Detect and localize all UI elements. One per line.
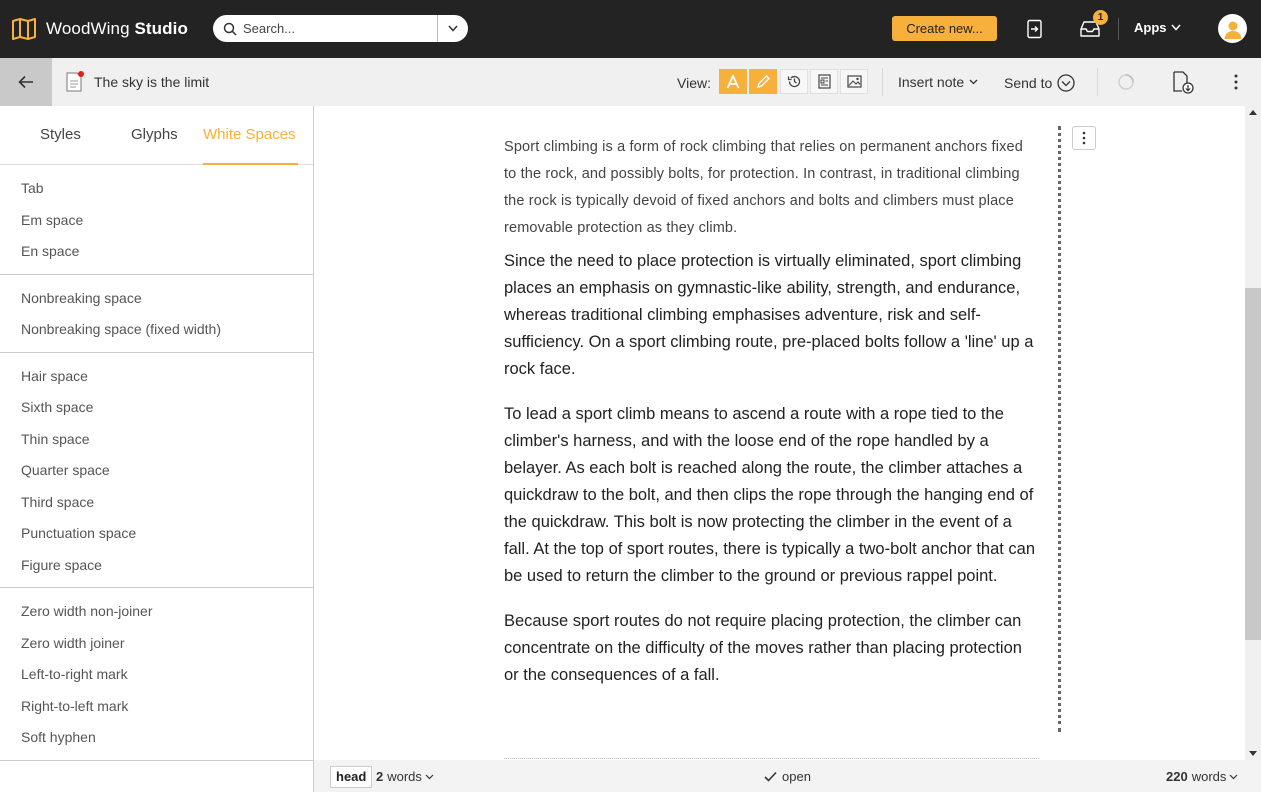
tab-glyphs[interactable]: Glyphs	[131, 126, 178, 143]
total-word-count-value: 220	[1166, 769, 1188, 784]
component-options-button[interactable]	[1072, 126, 1096, 150]
more-vertical-icon	[1234, 74, 1238, 90]
list-item[interactable]: Sixth space	[21, 399, 94, 415]
column-guide	[1058, 126, 1061, 732]
view-label: View:	[677, 75, 711, 91]
status-bar	[314, 760, 1261, 792]
active-tab-indicator	[203, 163, 298, 165]
list-item[interactable]: Left-to-right mark	[21, 666, 128, 682]
view-images-button[interactable]	[840, 69, 868, 94]
apps-label: Apps	[1134, 20, 1167, 35]
create-new-button[interactable]: Create new...	[892, 16, 997, 41]
notification-badge: 1	[1093, 10, 1108, 25]
list-item[interactable]: Nonbreaking space	[21, 289, 142, 306]
component-word-count-value: 2	[376, 769, 384, 784]
sign-in-button[interactable]	[1023, 17, 1047, 41]
component-tag[interactable]: head	[330, 766, 372, 788]
back-button[interactable]	[0, 58, 52, 106]
editor-scrollbar[interactable]	[1245, 106, 1261, 760]
map-logo-icon	[12, 18, 36, 40]
scroll-up-arrow-icon[interactable]	[1249, 110, 1257, 115]
search-icon	[223, 22, 237, 36]
list-item[interactable]: Hair space	[21, 367, 88, 384]
body-paragraph[interactable]: Because sport routes do not require placing protection, the climber can concentrate on the difficulty of the moves rather than placing protection or the consequences of a fall.	[504, 612, 1022, 684]
article-content[interactable]	[504, 134, 1039, 707]
text-format-icon	[726, 75, 740, 89]
white-spaces-panel	[0, 106, 314, 792]
chevron-down-icon	[1171, 24, 1181, 31]
spinner-icon	[1117, 73, 1135, 91]
view-layout-button[interactable]	[810, 69, 838, 94]
search-input[interactable]	[243, 21, 433, 36]
body-paragraph[interactable]: To lead a sport climb means to ascend a route with a rope tied to the climber's harness, and with the loose end of the rope handled by a belayer. As each bolt is reached along the route, the climber attaches a quickdraw to the bolt, and then clips the rope through the hanging end of the quickdraw. This bolt is now protecting the climber in the event of a fall. At the top of sport routes, there is typically a two-bolt anchor that can be used to return the climber to the ground or previous rappel point.	[504, 405, 1036, 585]
search-options-button[interactable]	[437, 15, 468, 42]
apps-menu-button[interactable]	[1134, 20, 1181, 35]
document-toolbar	[0, 58, 1261, 106]
status-state	[764, 769, 811, 784]
white-space-group	[0, 165, 313, 275]
list-item[interactable]: Nonbreaking space (fixed width)	[21, 321, 221, 337]
user-icon	[1222, 18, 1244, 40]
layout-icon	[818, 74, 831, 89]
checkmark-icon	[764, 771, 777, 782]
list-item[interactable]: Zero width joiner	[21, 634, 125, 651]
chevron-down-icon	[969, 79, 978, 85]
more-vertical-icon	[1082, 131, 1086, 145]
pencil-icon	[756, 74, 771, 89]
total-word-count[interactable]	[1166, 769, 1238, 784]
text-editor[interactable]	[314, 106, 1245, 760]
status-state-label: open	[782, 769, 811, 784]
words-label: words	[387, 769, 422, 784]
list-item[interactable]: Punctuation space	[21, 525, 137, 541]
view-track-changes-button[interactable]	[749, 69, 777, 94]
chevron-down-icon	[1229, 774, 1238, 780]
chevron-down-circle-icon	[1057, 74, 1075, 92]
refresh-button[interactable]	[1114, 70, 1138, 94]
document-download-icon	[1171, 70, 1195, 94]
list-item[interactable]: En space	[21, 243, 80, 259]
image-icon	[847, 75, 862, 88]
divider	[882, 68, 883, 96]
document-title: The sky is the limit	[94, 74, 210, 90]
inbox-button[interactable]	[1078, 12, 1104, 41]
chevron-down-icon	[425, 774, 434, 780]
tab-styles[interactable]: Styles	[40, 126, 81, 143]
list-item[interactable]: Quarter space	[21, 462, 110, 478]
top-bar	[0, 0, 1261, 58]
scroll-down-arrow-icon[interactable]	[1249, 751, 1257, 756]
enter-icon	[1026, 19, 1044, 39]
chevron-down-icon	[448, 25, 458, 32]
list-item[interactable]: Thin space	[21, 430, 90, 447]
list-item[interactable]: Third space	[21, 493, 95, 510]
list-item[interactable]: Figure space	[21, 556, 102, 573]
list-item[interactable]: Right-to-left mark	[21, 697, 129, 714]
panel-tabs	[0, 106, 313, 165]
view-history-button[interactable]	[780, 69, 808, 94]
view-text-button[interactable]	[719, 69, 747, 94]
insert-note-button[interactable]	[898, 74, 978, 90]
tab-white-spaces[interactable]: White Spaces	[203, 126, 296, 143]
component-word-count[interactable]	[376, 769, 434, 784]
send-to-button[interactable]	[1004, 74, 1075, 92]
white-space-group	[0, 275, 313, 353]
body-paragraph[interactable]: Since the need to place protection is virtually eliminated, sport climbing places an emphasis on gymnastic-like ability, strength, and endurance, whereas traditional climbing emphasises adventure, risk and self-sufficiency. On a sport climbing route, pre-placed bolts follow a 'line' up a rock face.	[504, 252, 1034, 378]
send-to-label: Send to	[1004, 75, 1053, 91]
user-avatar[interactable]	[1218, 14, 1247, 43]
more-options-button[interactable]	[1224, 70, 1248, 94]
divider	[1118, 18, 1119, 40]
divider	[1097, 68, 1098, 96]
list-item[interactable]: Tab	[21, 180, 44, 196]
arrow-left-icon	[18, 75, 34, 89]
list-item[interactable]: Em space	[21, 211, 84, 228]
search-box	[213, 15, 468, 42]
history-icon	[787, 74, 802, 89]
app-logo[interactable]	[12, 18, 212, 40]
divider	[504, 758, 1039, 759]
list-item[interactable]: Soft hyphen	[21, 729, 96, 745]
insert-note-label: Insert note	[898, 74, 965, 90]
white-space-group	[0, 353, 313, 589]
lead-paragraph[interactable]: Sport climbing is a form of rock climbing that relies on permanent anchors fixed to the rock, and possibly bolts, for protection. In contrast, in traditional climbing the rock is typically devoid of fixed anchors and bolts and climbers must place removable protection as they climb.	[504, 139, 1023, 236]
brand-name: WoodWing Studio	[46, 19, 188, 38]
unsaved-indicator	[78, 71, 84, 77]
words-label: words	[1191, 769, 1227, 784]
scroll-thumb[interactable]	[1245, 288, 1261, 640]
save-document-button[interactable]	[1171, 70, 1195, 94]
list-item[interactable]: Zero width non-joiner	[21, 603, 153, 619]
white-space-group	[0, 588, 313, 761]
